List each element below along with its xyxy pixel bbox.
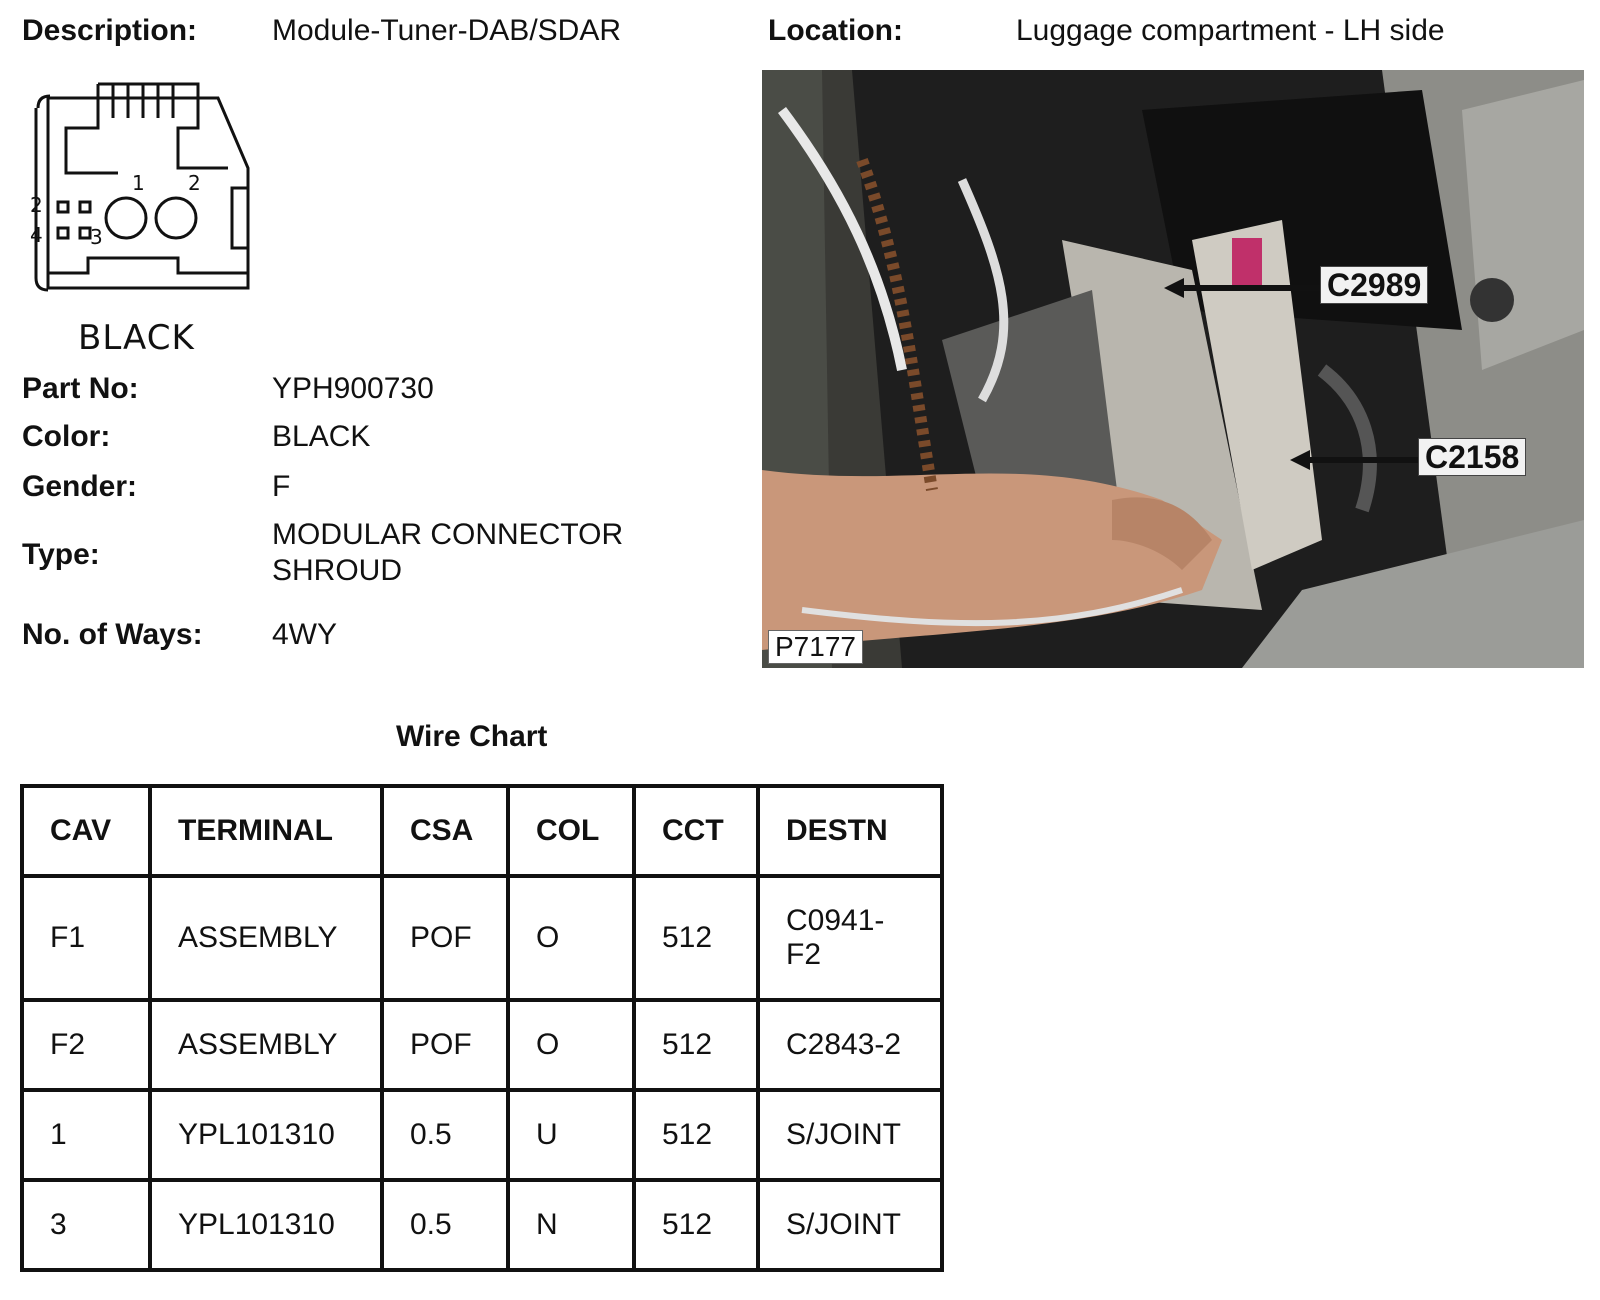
photo-id: P7177 (768, 630, 863, 664)
table-row (22, 1180, 942, 1270)
cell-cav: F2 (22, 1000, 150, 1090)
header-terminal: TERMINAL (150, 786, 382, 876)
callout-c2158: C2158 (1418, 438, 1526, 476)
location-value: Luggage compartment - LH side (1016, 14, 1445, 47)
header-cct: CCT (634, 786, 758, 876)
cell-cav: 3 (22, 1180, 150, 1270)
header-csa: CSA (382, 786, 508, 876)
pin-label-3: 3 (90, 225, 103, 249)
header-cav: CAV (22, 786, 150, 876)
cell-col: O (508, 1000, 634, 1090)
cell-terminal: ASSEMBLY (150, 876, 382, 1000)
cell-cct: 512 (634, 1000, 758, 1090)
cell-terminal: YPL101310 (150, 1090, 382, 1180)
ways-value: 4WY (272, 618, 338, 651)
cell-destn-line1: C0941- (786, 904, 885, 937)
cell-col: N (508, 1180, 634, 1270)
table-row (22, 876, 942, 1000)
cell-col: U (508, 1090, 634, 1180)
photo-illustration (762, 70, 1584, 668)
pin-label-2-right: 2 (188, 171, 201, 195)
cell-cct: 512 (634, 876, 758, 1000)
pin-label-2-left: 2 (30, 193, 43, 217)
part-no-value: YPH900730 (272, 372, 434, 405)
cell-destn (758, 876, 942, 1000)
cell-terminal: ASSEMBLY (150, 1000, 382, 1090)
cell-csa: 0.5 (382, 1180, 508, 1270)
wire-chart-table (20, 784, 944, 1272)
cell-csa: POF (382, 1000, 508, 1090)
type-value-line1: MODULAR CONNECTOR (272, 518, 624, 551)
part-no-label: Part No: (22, 372, 139, 405)
cell-csa: POF (382, 876, 508, 1000)
table-row (22, 1000, 942, 1090)
pin-label-1: 1 (132, 171, 145, 195)
header-col: COL (508, 786, 634, 876)
location-label: Location: (768, 14, 903, 47)
location-photo (762, 70, 1584, 668)
header-destn: DESTN (758, 786, 942, 876)
type-label: Type: (22, 538, 100, 571)
color-label: Color: (22, 420, 111, 453)
type-value-line2: SHROUD (272, 554, 403, 587)
description-label: Description: (22, 14, 198, 47)
table-row (22, 1090, 942, 1180)
table-header-row (22, 786, 942, 876)
cell-destn: C2843-2 (758, 1000, 942, 1090)
cell-cct: 512 (634, 1090, 758, 1180)
cell-destn: S/JOINT (758, 1090, 942, 1180)
wire-chart-title: Wire Chart (396, 720, 548, 753)
connector-color-label: BLACK (78, 318, 195, 358)
gender-label: Gender: (22, 470, 138, 503)
cell-cav: 1 (22, 1090, 150, 1180)
callout-c2989: C2989 (1320, 266, 1428, 304)
pin-label-4: 4 (30, 223, 43, 247)
gender-value: F (272, 470, 291, 503)
connector-face-diagram (28, 78, 268, 318)
description-value: Module-Tuner-DAB/SDAR (272, 14, 621, 47)
color-value: BLACK (272, 420, 371, 453)
ways-label: No. of Ways: (22, 618, 203, 651)
cell-cav: F1 (22, 876, 150, 1000)
cell-col: O (508, 876, 634, 1000)
cell-terminal: YPL101310 (150, 1180, 382, 1270)
cell-cct: 512 (634, 1180, 758, 1270)
cell-destn: S/JOINT (758, 1180, 942, 1270)
cell-csa: 0.5 (382, 1090, 508, 1180)
cell-destn-line2: F2 (786, 938, 822, 971)
